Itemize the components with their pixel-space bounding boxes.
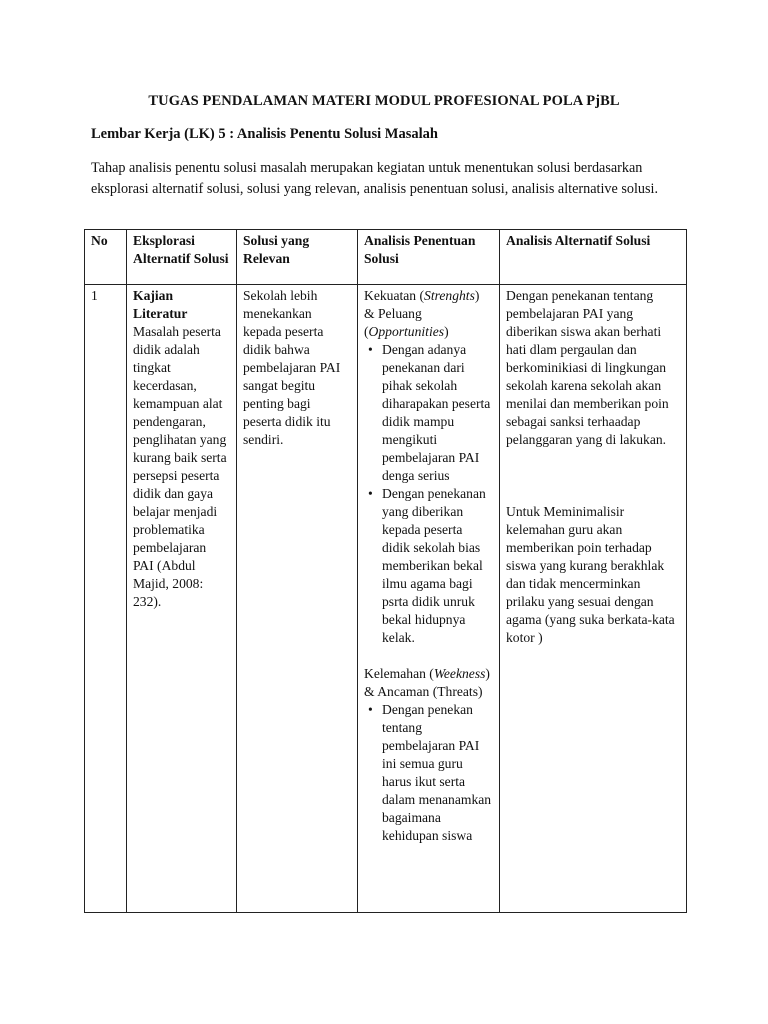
list-item: • Dengan penekanan yang diberikan kepada peserta didik sekolah bias memberikan bekal ilmu agama bagi psrta didik unruk bekal hidupnya kelak.: [368, 486, 486, 645]
header-no: No: [85, 230, 127, 285]
table-row: [85, 285, 687, 913]
cell-alternatif: [500, 285, 687, 913]
bullet-icon: •: [368, 702, 373, 717]
header-solusi: Solusi yang Relevan: [237, 230, 358, 285]
analysis-table: [84, 229, 687, 913]
strength-points-list: [364, 341, 493, 647]
strength-term: Strenghts: [424, 288, 475, 303]
weakness-points-list: [364, 701, 493, 845]
header-penentuan: Analisis Penentuan Solusi: [358, 230, 500, 285]
weakness-term: Weekness: [433, 666, 486, 681]
alternatif-paragraph-1: Dengan penekanan tentang pembelajaran PAI yang diberikan siswa akan berhati hati dlam pergaulan dan berkominikiasi di lingkungan sekolah karena sekolah akan menilai dan memberikan poin sebagai sanksi terhaadap pelanggaran yang di lakukan.: [506, 288, 669, 447]
document-title: TUGAS PENDALAMAN MATERI MODUL PROFESIONAL POLA PjBL: [148, 93, 620, 109]
table-header-row: [85, 230, 687, 285]
intro-paragraph: Tahap analisis penentu solusi masalah merupakan kegiatan untuk menentukan solusi berdasarkan eksplorasi alternatif solusi, solusi yang relevan, analisis penentuan solusi, analisis alternative solusi.: [91, 160, 658, 197]
opportunity-term: Opportunities: [368, 324, 445, 339]
alternatif-paragraph-2: Untuk Meminimalisir kelemahan guru akan memberikan poin terhadap siswa yang kurang berakhlak dan tidak mencerminkan prilaku yang sesuai dengan agama (yang suka berkata-kata kotor ): [506, 504, 675, 645]
list-item: • Dengan adanya penekanan dari pihak sekolah diharapakan peserta didik mampu mengikuti pembelajaran PAI denga serius: [368, 342, 491, 483]
cell-no: 1: [85, 285, 127, 913]
eksplorasi-body: Masalah peserta didik adalah tingkat kecerdasan, kemampuan alat pendengaran, penglihatan yang kurang baik serta persepsi peserta didik dan gaya belajar menjadi problematika pembelajaran PAI (Abdul Majid, 2008: 232).: [133, 324, 227, 609]
cell-eksplorasi: [127, 285, 237, 913]
bullet-icon: •: [368, 486, 373, 501]
cell-solusi: Sekolah lebih menekankan kepada peserta didik bahwa pembelajaran PAI sangat begitu penting bagi peserta didik itu sendiri.: [237, 285, 358, 913]
cell-penentuan: [358, 285, 500, 913]
worksheet-title: Lembar Kerja (LK) 5 : Analisis Penentu Solusi Masalah: [91, 126, 438, 142]
weakness-threat-label: Kelemahan (Weekness) & Ancaman (Threats): [364, 666, 490, 699]
bullet-icon: •: [368, 342, 373, 357]
header-alternatif: Analisis Alternatif Solusi: [500, 230, 687, 285]
strength-opportunity-label: Kekuatan (Strenghts) & Peluang (Opportunities): [364, 288, 480, 339]
eksplorasi-heading: Kajian Literatur: [133, 288, 188, 321]
list-item: • Dengan penekan tentang pembelajaran PAI ini semua guru harus ikut serta dalam menanamkan bagaimana kehidupan siswa: [368, 702, 492, 843]
header-eksplorasi: Eksplorasi Alternatif Solusi: [127, 230, 237, 285]
